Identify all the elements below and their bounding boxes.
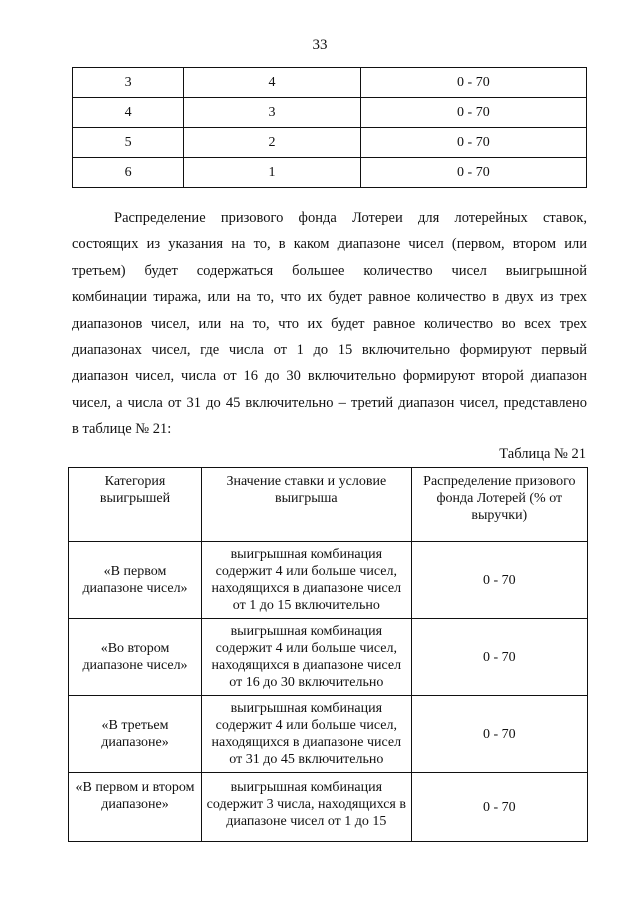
table-row [69,773,588,842]
category-cell: «В первом диапазоне чисел» [69,542,202,619]
paragraph-line: состоящих из указания на то, в каком диапазоне чисел (первом, втором или [72,236,587,253]
table-cell: 6 [73,158,184,188]
table-row [69,542,588,619]
table-cell: 4 [73,98,184,128]
paragraph-line: комбинации тиража, или на то, что их будет равное количество в двух из трех [72,289,587,306]
table-cell: 0 - 70 [360,68,586,98]
table-row [69,619,588,696]
condition-cell: выигрышная комбинация содержит 4 или больше чисел, находящихся в диапазоне чисел от 31 до 45 включительно [202,696,412,773]
condition-cell: выигрышная комбинация содержит 4 или больше чисел, находящихся в диапазоне чисел от 1 до 15 включительно [202,542,412,619]
table-header-row [69,468,588,542]
category-cell: «Во втором диапазоне чисел» [69,619,202,696]
paragraph-line: диапазон чисел, числа от 16 до 30 включительно формируют второй диапазон [72,368,587,385]
table-cell: 0 - 70 [360,98,586,128]
table-cell: 1 [184,158,361,188]
distribution-cell: 0 - 70 [411,619,587,696]
table-cell: 2 [184,128,361,158]
continuation-table [72,67,587,188]
body-paragraph [72,205,587,443]
prize-distribution-table [68,467,588,842]
table-caption: Таблица № 21 [499,446,586,462]
table-row [73,98,587,128]
condition-cell: выигрышная комбинация содержит 4 или больше чисел, находящихся в диапазоне чисел от 16 до 30 включительно [202,619,412,696]
table-row [73,158,587,188]
table-cell: 0 - 70 [360,158,586,188]
table-row [73,128,587,158]
paragraph-line: в таблице № 21: [72,421,172,438]
paragraph-line: диапазонов чисел, или на то, что их будет равное количество во всех трех [72,315,587,332]
distribution-cell: 0 - 70 [411,773,587,842]
paragraph-line: чисел, а числа от 31 до 45 включительно – третий диапазон чисел, представлено [72,394,587,411]
table-cell: 3 [184,98,361,128]
table-cell: 5 [73,128,184,158]
category-cell: «В третьем диапазоне» [69,696,202,773]
table-cell: 0 - 70 [360,128,586,158]
paragraph-line: диапазонах чисел, где числа от 1 до 15 включительно формируют первый [72,342,587,359]
table-row [69,696,588,773]
page-number: 33 [312,37,328,53]
condition-cell: выигрышная комбинация содержит 3 числа, находящихся в диапазоне чисел от 1 до 15 [202,773,412,842]
paragraph-line: третьем) будет содержаться большее количество чисел выигрышной [72,262,587,279]
table-cell: 3 [73,68,184,98]
table-row [73,68,587,98]
category-cell: «В первом и втором диапазоне» [69,773,202,842]
table-cell: 4 [184,68,361,98]
distribution-cell: 0 - 70 [411,696,587,773]
column-header: Категория выигрышей [69,468,202,542]
distribution-cell: 0 - 70 [411,542,587,619]
paragraph-line: Распределение призового фонда Лотереи для лотерейных ставок, [114,210,587,226]
column-header: Распределение призового фонда Лотерей (% от выручки) [411,468,587,542]
column-header: Значение ставки и условие выигрыша [202,468,412,542]
